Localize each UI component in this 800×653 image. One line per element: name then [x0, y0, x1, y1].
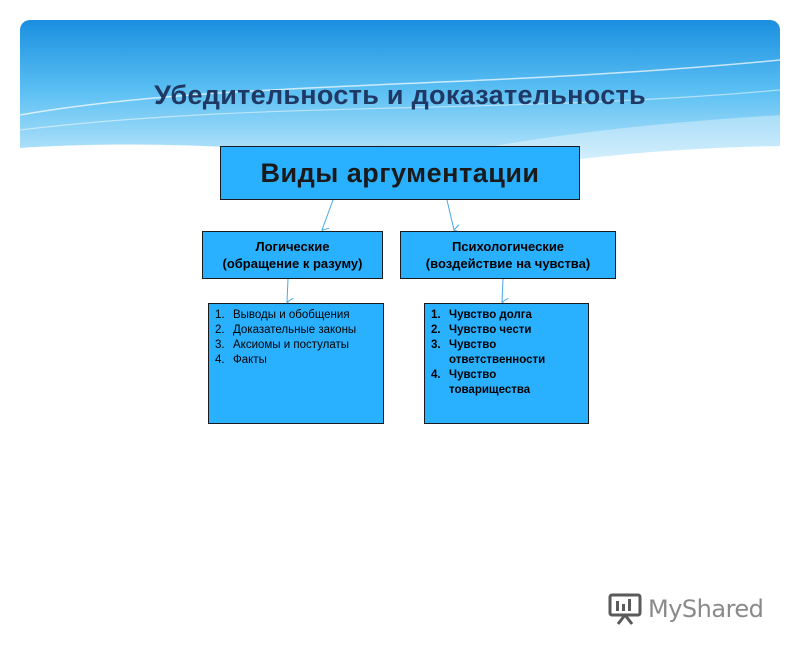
list-item: 4. Чувство товарищества: [431, 369, 531, 396]
myshared-watermark-logo: [608, 589, 768, 629]
category-logical-title: Логические: [255, 239, 330, 254]
list-item: 1. Выводы и обобщения: [215, 309, 350, 321]
root-node-argument-types: Виды аргументации: [220, 146, 580, 200]
category-psychological-title: Психологические: [451, 239, 565, 254]
list-item: 2. Чувство чести: [431, 324, 532, 336]
category-logical: [202, 231, 383, 279]
logical-arguments-list: [208, 303, 384, 424]
arrow-logical-to-list: [287, 279, 288, 302]
category-psychological: [400, 231, 616, 279]
list-item: 3. Чувство ответственности: [431, 339, 546, 366]
category-psychological-subtitle: (воздействие на чувства): [425, 256, 591, 271]
category-logical-subtitle: (обращение к разуму): [222, 256, 363, 271]
watermark-text: MyShared: [648, 595, 764, 623]
presentation-board-icon: [608, 593, 642, 625]
arrow-root-to-psychological: [447, 200, 454, 230]
arrow-psychological-to-list: [502, 279, 503, 302]
psychological-arguments-list: [424, 303, 589, 424]
arrow-root-to-logical: [322, 200, 333, 230]
list-item: 3. Аксиомы и постулаты: [215, 339, 350, 351]
list-item: 4. Факты: [215, 354, 267, 366]
slide-title: Убедительность и доказательность: [154, 80, 646, 110]
list-item: 1. Чувство долга: [431, 309, 532, 321]
list-item: 2. Доказательные законы: [215, 324, 357, 336]
